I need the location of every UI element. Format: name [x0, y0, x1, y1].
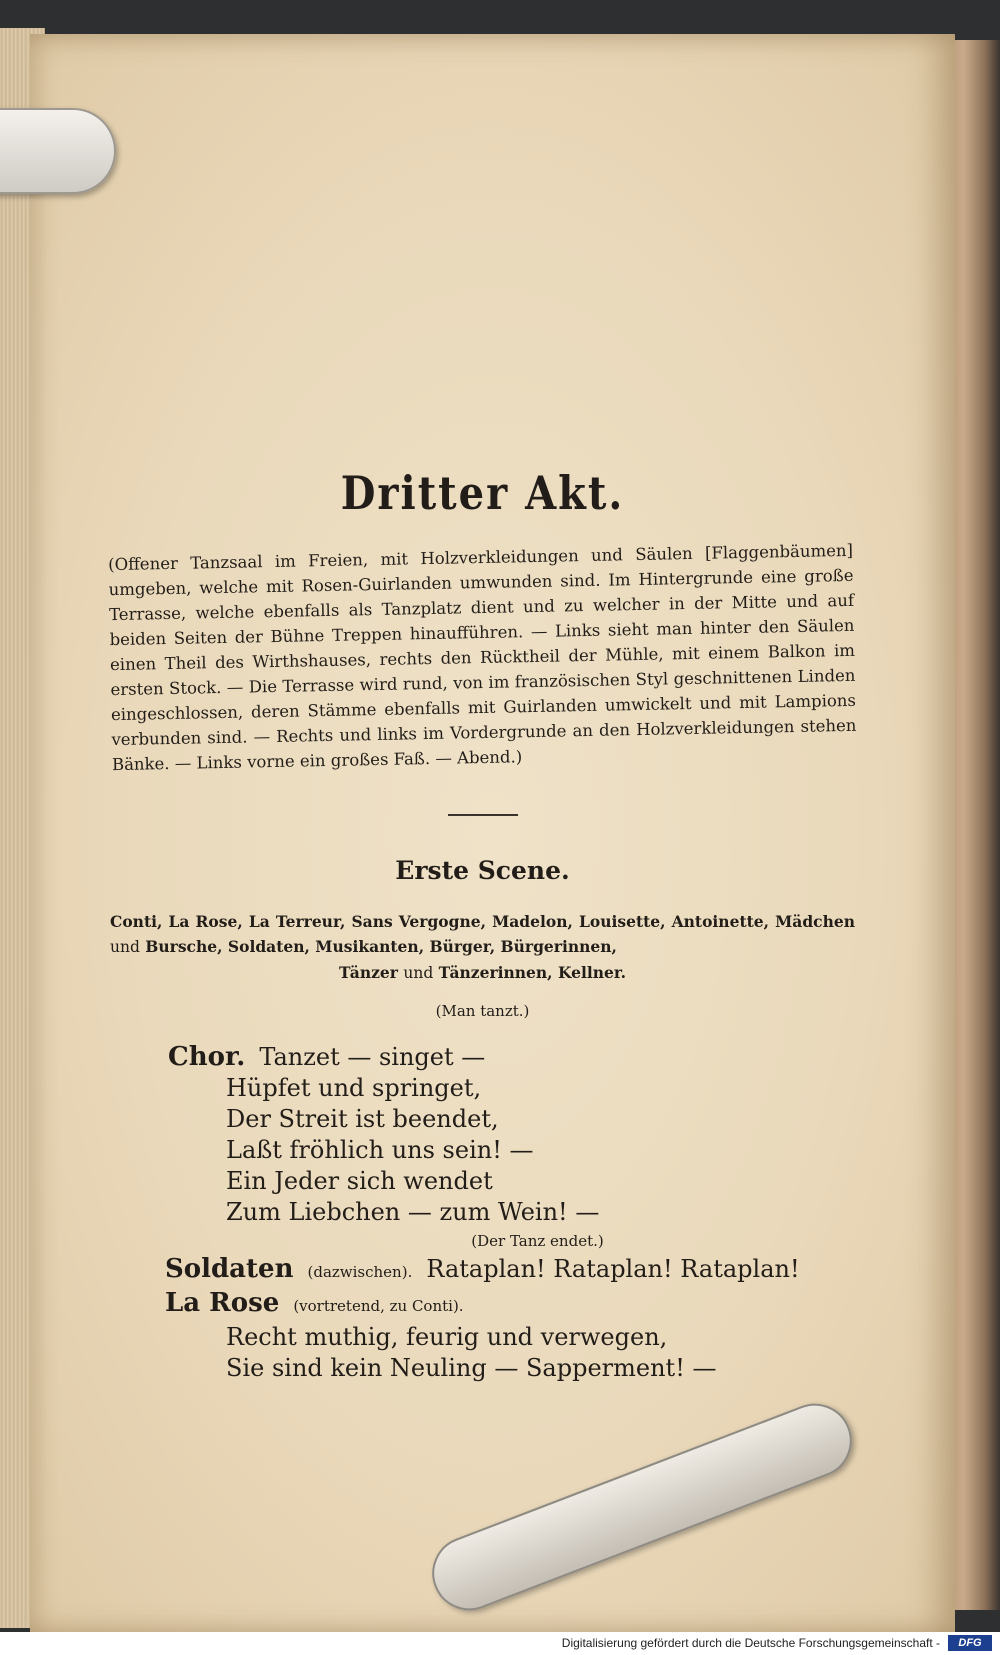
- cast-list-part1: Conti, La Rose, La Terreur, Sans Vergogne, Madelon, Louisette, Antoinette, Mädchen: [110, 912, 855, 931]
- chor-first-line: [110, 1042, 855, 1073]
- verse-line: Tanzet — singet —: [259, 1043, 486, 1071]
- dfg-logo: DFG: [948, 1635, 992, 1651]
- footer-credit: Digitalisierung gefördert durch die Deutsche Forschungsgemeinschaft -: [561, 1636, 940, 1650]
- verse-line: Rataplan! Rataplan! Rataplan!: [426, 1255, 800, 1283]
- verse-line: Sie sind kein Neuling — Sapperment! —: [226, 1354, 717, 1382]
- verse-line: Ein Jeder sich wendet: [226, 1167, 493, 1195]
- speaker-aside: (vortretend, zu Conti).: [293, 1297, 464, 1315]
- cast-conjunction: und: [403, 964, 434, 982]
- soldaten-line: [110, 1254, 855, 1288]
- stage-direction-inline: (Der Tanz endet.): [471, 1232, 604, 1250]
- verse-line: Laßt fröhlich uns sein! —: [226, 1136, 534, 1164]
- verse-line: Recht muthig, feurig und verwegen,: [226, 1323, 668, 1351]
- speaker-aside: (dazwischen).: [307, 1263, 413, 1281]
- speaker-name: Soldaten: [165, 1254, 294, 1284]
- page-content: [107, 466, 857, 1384]
- cast-list-last-line: [110, 960, 855, 986]
- chor-verse: [110, 1042, 855, 1254]
- larose-line: [110, 1288, 855, 1322]
- cast-conjunction: und: [110, 938, 140, 956]
- verse-line: Hüpfet und springet,: [226, 1074, 482, 1102]
- scene-title: Erste Scene.: [395, 856, 570, 885]
- cast-list-part3: Tänzer: [339, 963, 398, 982]
- speaker-name: Chor.: [168, 1042, 246, 1072]
- act-title: Dritter Akt.: [340, 466, 625, 521]
- verse-line: Zum Liebchen — zum Wein! —: [226, 1198, 600, 1226]
- digitization-footer: [0, 1632, 1000, 1655]
- scene-direction: (Man tanzt.): [435, 1002, 530, 1020]
- book-spine-edge: [948, 40, 1000, 1610]
- cast-list-part2: Bursche, Soldaten, Musikanten, Bürger, Bürgerinnen,: [145, 937, 617, 956]
- verse-line: Der Streit ist beendet,: [226, 1105, 499, 1133]
- section-divider: [448, 814, 518, 816]
- cast-list: [110, 909, 855, 960]
- speaker-name: La Rose: [165, 1288, 280, 1318]
- page-clip-top: [0, 108, 116, 194]
- cast-list-part4: Tänzerinnen, Kellner.: [438, 963, 626, 982]
- stage-direction: (Offener Tanzsaal im Freien, mit Holzverkleidungen und Säulen [Flaggenbäumen] umgeben, welche mit Rosen-Guirlanden umwunden sind. Im Hintergrunde eine große Terrasse, welche ebenfalls als Tanzplatz dient und zu welcher in der Mitte und auf beiden Seiten der Bühne Treppen hinaufführen. — Links sieht man hinter den Säulen einen Theil des Wirthshauses, rechts den Rücktheil der Mühle, mit einem Balkon im ersten Stock. — Die Terrasse wird rund, von im französischen Styl geschnittenen Linden eingeschlossen, deren Stämme ebenfalls mit Guirlanden umwickelt und mit Lampions verbunden sind. — Rechts und links im Vordergrunde an den Holzverkleidungen stehen Bänke. — Links vorne ein großes Faß. — Abend.): [107, 540, 857, 775]
